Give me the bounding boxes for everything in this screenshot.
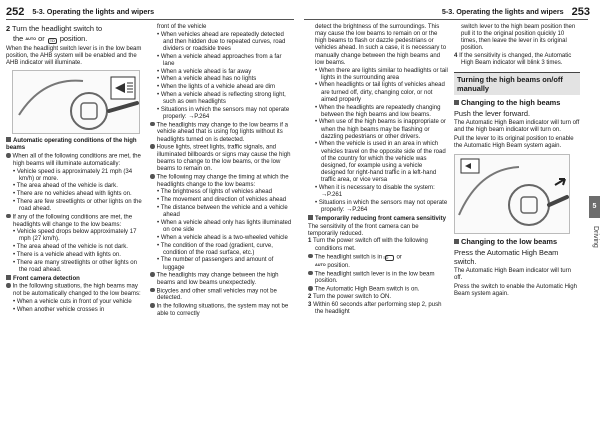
press-switch-text: Press the Automatic High Beam switch. — [454, 247, 559, 266]
headlight-icon: ≡D — [385, 255, 394, 261]
timing-item: • When a vehicle ahead is a two-wheeled vehicle — [157, 234, 288, 241]
cond-ahb-switch: The Automatic High Beam switch is on. — [308, 286, 448, 294]
cont-item: • When a vehicle ahead has no lights — [157, 76, 257, 83]
auto-condition-item: • There are no vehicles ahead with lights on. — [13, 191, 132, 198]
changing-high-heading: Changing to the high beams — [454, 98, 580, 107]
right-page-number: 253 — [571, 6, 590, 18]
step-2: 2 Turn the headlight switch to — [6, 24, 103, 33]
ahb-off-text: The Automatic High Beam indicator will turn off and the high beam indicator will turn on. — [454, 119, 580, 134]
step-4: 4 If the sensitivity is changed, the Automatic High Beam indicator will blink 3 times. — [454, 53, 572, 67]
steering-lever-illustration — [12, 70, 140, 134]
push-lever-text: Push the lever forward. — [454, 108, 530, 118]
situations-bullet: In the following situations, the system may not be able to correctly — [150, 303, 292, 318]
step-2: 2 Turn the power switch to ON. — [308, 294, 392, 301]
right-page-header — [442, 6, 590, 20]
right-page — [300, 0, 600, 439]
change-low-item: • The area ahead of the vehicle is not dark. — [13, 244, 128, 251]
change-low-item: • There is a vehicle ahead with lights on. — [13, 251, 121, 258]
chapter-tab: 5 — [589, 196, 600, 218]
cont-item: • When it is necessary to disable the system: →P.261 — [315, 185, 435, 199]
left-col1 — [6, 24, 146, 314]
cont-text: switch lever to the high beam position then pull it to the original position quickly 10 times, then leave the lever in its original position. — [461, 24, 576, 52]
left-col2 — [150, 24, 292, 319]
step-3: 3 Within 60 seconds after performing step 2, push the headlight — [308, 302, 442, 316]
cont-item: • When a vehicle ahead approaches from a far lane — [157, 53, 282, 67]
cont-item: • When vehicles ahead are repeatedly detected and then hidden due to repeated curves, road dividers or roadside trees — [157, 31, 286, 53]
unexpected-bullet: The headlights may change between the high beams and low beams unexpectedly. — [150, 272, 292, 287]
auto-icon: AUTO — [315, 263, 326, 268]
cont-item: • When headlights or tail lights of vehicles ahead are turned off, dirty, changing color, or not aimed properly — [315, 82, 445, 103]
front-camera-intro: In the following situations, the high beams may not be automatically changed to the low beams: — [6, 283, 146, 298]
change-low-item: • There are many streetlights or other lights on the road ahead. — [13, 259, 138, 273]
house-lights-bullet: House lights, street lights, traffic signals, and illuminated billboards or signs may cause the high beams to change to the low beams, or the low beams to remain on. — [150, 144, 292, 173]
right-col2 — [454, 24, 580, 299]
front-camera-heading: Front camera detection — [6, 275, 146, 283]
left-section-title: 5-3. Operating the lights and wipers — [32, 7, 155, 16]
headlight-icon: ≡D — [49, 37, 55, 43]
press-enable-text: Press the switch to enable the Automatic High Beam system again. — [454, 284, 578, 298]
lever-push-illustration — [454, 154, 570, 234]
temp-reduce-intro: The sensitivity of the front camera can be temporarily reduced. — [308, 223, 419, 237]
left-header-rule — [6, 19, 294, 20]
auto-condition-item: • Vehicle speed is approximately 21 mph (34 km/h) or more. — [13, 168, 133, 182]
right-col1 — [308, 24, 448, 317]
steering-lever-icon — [455, 155, 571, 235]
cond-headlight-switch: The headlight switch is in ≡D or — [308, 254, 448, 262]
cond-lever: The headlight switch lever is in the low beam position. — [308, 271, 448, 286]
change-low-item: • Vehicle speed drops below approximately 17 mph (27 km/h). — [13, 229, 137, 243]
timing-bullet: The following may change the timing at which the headlights change to the low beams: — [150, 174, 292, 189]
right-header-rule — [304, 19, 588, 20]
when-headlight-text: When the headlight switch lever is in the low beam position, the AHB system will be enabled and the AHB indicator will illuminate. — [6, 45, 142, 67]
auto-conditions-heading: Automatic operating conditions of the high beams — [6, 138, 137, 152]
front-camera-item: • When a vehicle cuts in front of your vehicle — [13, 298, 132, 305]
left-page-header — [6, 6, 154, 20]
cont-item: • When a vehicle ahead is reflecting strong light, such as own headlights — [157, 91, 286, 106]
cont-item: • When the lights of a vehicle ahead are dim — [157, 84, 276, 91]
temp-reduce-heading: Temporarily reducing front camera sensitivity — [308, 215, 448, 223]
cont-item: • Situations in which the sensors may not operate properly: →P.264 — [315, 199, 448, 214]
fog-light-bullet: The headlights may change to the low beams if a vehicle ahead that is using fog lights without its headlights turned on is detected. — [150, 122, 292, 144]
pull-lever-text: Pull the lever to its original position to enable the Automatic High Beam system again. — [454, 136, 574, 150]
cont-item: • When use of the high beams is inappropriate or when the high beams may be flashing or dazzling pedestrians or other drivers. — [315, 119, 446, 140]
front-camera-item: • When another vehicle crosses in — [13, 306, 105, 313]
steering-wheel-icon — [13, 71, 141, 135]
cond-headlight-switch-line2: AUTO position. — [315, 263, 350, 270]
cont-item: • When there are lights similar to headlights or tail lights in the surrounding area — [315, 67, 448, 81]
step-1: 1 Turn the power switch off with the following conditions met. — [308, 238, 428, 252]
chapter-label: Driving — [592, 226, 599, 248]
auto-icon: AUTO — [25, 36, 37, 41]
cont-item: • When the headlights are repeatedly changing between the high beams and low beams. — [315, 104, 441, 118]
timing-item: • When a vehicle ahead only has lights illuminated on one side — [157, 219, 292, 234]
timing-item: • The distance between the vehicle and a vehicle ahead — [157, 204, 288, 219]
timing-item: • The condition of the road (gradient, curve, condition of the road surface, etc.) — [157, 242, 273, 256]
manual-section-heading: Turning the high beams on/off manually — [454, 72, 580, 95]
timing-item: • The brightness of lights of vehicles ahead — [157, 189, 272, 196]
cont-item: • When the vehicle is used in an area in which vehicles travel on the opposite side of the road of the country for which the vehicle was designed, for example using a vehicle designed for right-hand traffic in a left-hand traffic area, or vice versa — [315, 141, 446, 184]
change-low-intro: If any of the following conditions are met, the headlights will change to the low beams: — [6, 214, 146, 229]
auto-condition-item: • There are few streetlights or other lights on the road ahead. — [13, 198, 142, 213]
ahb-turn-off-text: The Automatic High Beam indicator will turn off. — [454, 267, 571, 281]
cont-text: detect the brightness of the surroundings. This may cause the low beams to remain on or the high beams to flash or dazzle pedestrians or vehicles ahead. In such a case, it is necessary to manually change between the high beams and low beams. — [315, 24, 447, 66]
cont-item: • When a vehicle ahead is far away — [157, 68, 252, 75]
bicycles-bullet: Bicycles and other small vehicles may not be detected. — [150, 288, 292, 303]
cont-item: front of the vehicle — [157, 24, 207, 30]
right-section-title: 5-3. Operating the lights and wipers — [441, 7, 564, 16]
changing-low-heading: Changing to the low beams — [454, 237, 580, 246]
timing-item: • The number of passengers and amount of luggage — [157, 257, 274, 271]
auto-conditions-intro: When all of the following conditions are met, the high beams will illuminate automatically: — [6, 153, 146, 168]
cont-item: • Situations in which the sensors may not operate properly: →P.264 — [157, 106, 290, 121]
step-2-line2: the AUTO or ≡D position. — [13, 33, 88, 43]
left-page-number: 252 — [6, 6, 25, 18]
auto-condition-item: • The area ahead of the vehicle is dark. — [13, 183, 118, 190]
timing-item: • The movement and direction of vehicles ahead — [157, 197, 287, 204]
